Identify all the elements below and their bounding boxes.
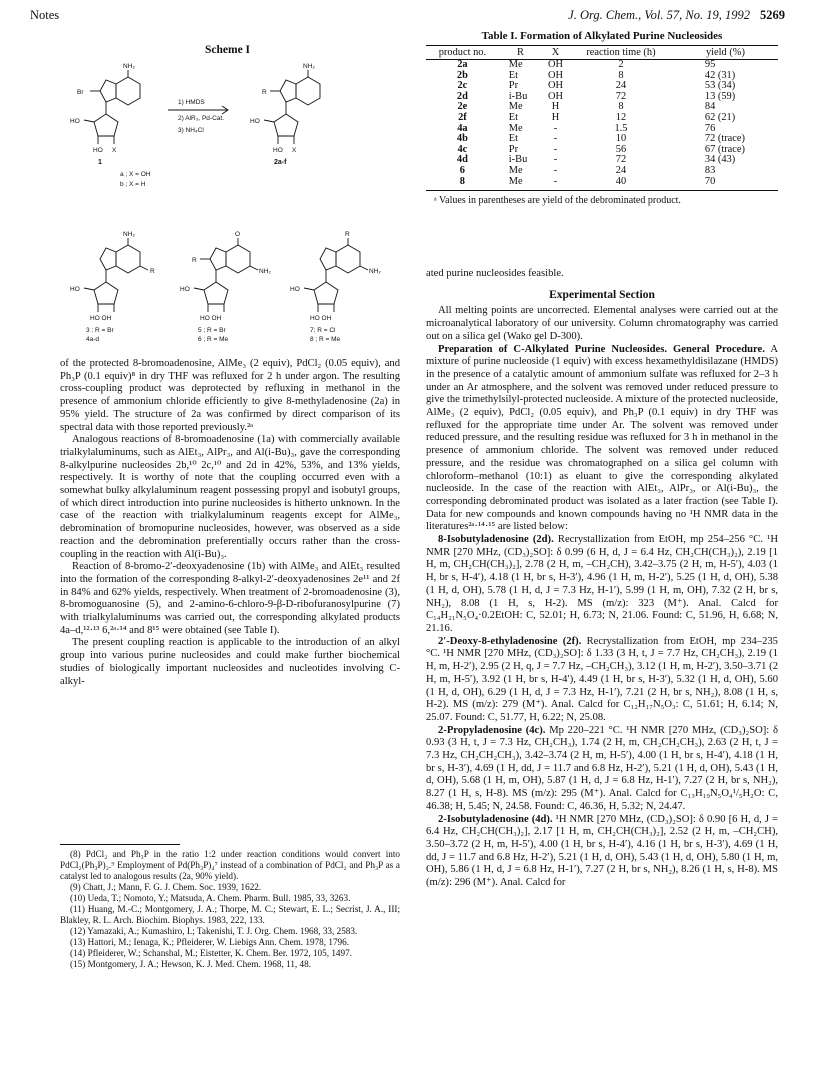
table-cell: Et [508,69,519,81]
paragraph [426,636,778,725]
table-cell: 4d [456,154,468,166]
table-cell: 4c [457,143,468,155]
svg-text:X: X [292,147,297,154]
svg-text:NH₂: NH₂ [369,268,381,275]
table-cell: - [553,122,558,134]
paragraph-body: A mixture of purine nucleoside (1 equiv) with excess hexamethyldisilazane (HMDS) in the presence of a catalytic amount of ammonium sulfate was refluxed for 2–3 h under an Ar atmosphere, and the solvent was removed under reduced pressure to give the trimethylsilyl-protected nucleoside. A mixture of the protected nucleoside, AlMe₃ (2 equiv), PdCl₂ (0.05 equiv), and Ph₃P (0.1 equiv) in dry THF was refluxed for the appropriate time under Ar. The solvent was removed under reduced pressure, and the resulting residue was refluxed for 3 h in methanol in the presence of ammonium chloride. The solvent was removed under reduced pressure, and the residue was chromatographed on a silica gel column with chloroform–methanol (10:1) as eluant to give the corresponding alkylated nucleoside. In the case of the reaction with AlEt₃, AlPr₃, or Al(i-Bu)₃, the corresponding debrominated product was isolated as a later fraction (see Table I). Data for new compounds and known compounds having no ¹H NMR data in the literatures²ᵃ·¹⁴·¹⁵ are listed below: [426,343,778,533]
table-cell: 4a [457,122,468,134]
paragraph: of the protected 8-bromoadenosine, AlMe₃ (2 equiv), PdCl₂ (0.05 equiv), and Ph₃P (0.1 equiv)⁸ in dry THF was refluxed for 2 h under argon. The resulting cross-coupling product was deprotected by refluxing in methanol in the presence of ammonium chloride efficiently to give 8-methyladenosine (2a) in 95% yield. The structure of 2a was confirmed by direct comparison of its spectral data with those reported previously.²ᵃ [60,358,400,433]
paragraph-body: Mp 220–221 °C. ¹H NMR [270 MHz, (CD₃)₂SO]: δ 0.93 (3 H, t, J = 7.3 Hz, CH₂CH₃), 1.74 (2 H, m, CH₂CH₂CH₃), 2.63 (2 H, t, J = 7.3 Hz, CH₂CH₂CH₃), 3.42–3.74 (2 H, m, H-5′), 4.00 (1 H, br s, H-4′), 4.18 (1 H, br s, H-3′), 4.69 (1 H, dd, J = 11.7 and 6.8 Hz, H-2′), 5.21 (1 H, d, OH), 5.43 (1 H, d, OH), 5.68 (1 H, m, OH), 5.87 (1 H, d, J = 6.8 Hz, H-1′), 7.27 (2 H, br s, NH₂), 8.27 (1 H, s, H-8). MS (m/z): 295 (M⁺). Anal. Calcd for C₁₃H₁₉N₅O₄¹/₅H₂O: C, 46.38; H, 5.45; N, 24.58. Found: C, 46.36, H, 5.32; N, 24.47. [426,724,778,812]
label-c3b: 4a-d [86,336,100,343]
table-header-row [426,46,778,60]
col-header: product no. [426,46,499,60]
table-cell: Me [508,101,523,113]
table-cell: 13 (59) [704,90,736,102]
table-row [426,113,778,124]
scheme-figure [60,44,400,344]
label-c7: 7; R = Cl [310,327,336,334]
label-start-a: a ; X = OH [120,171,151,178]
label-c3: 3 ; R = Br [86,327,114,334]
col-header: reaction time (h) [569,46,673,60]
data-table [426,45,778,191]
label-c6: 6 ; R = Me [198,336,229,343]
paragraph-heading: 2-Propyladenosine (4c). [438,724,546,736]
table-cell: i-Bu [508,154,528,166]
footnote: (8) PdCl₂ and Ph₃P in the ratio 1:2 under reaction conditions would convert into PdCl₂(Ph₃P)₂.⁹ Employment of Pd(Ph₃P)₄⁷ instead of a combination of PdCl₂ and Ph₃P as a catalyst led to analogous results (2a, 90% yield). [60,849,400,881]
table-cell: Me [508,59,523,70]
purine-structure-7 [304,238,368,312]
label-c5: 5 ; R = Br [198,327,226,334]
table-cell: 53 (34) [704,80,736,92]
paragraph-heading: 8-Isobutyladenosine (2d). [438,534,554,546]
table-cell: 6 [459,164,465,176]
label-product: 2a-f [274,159,287,166]
footnote-rule [60,844,180,845]
page-header [30,6,785,28]
section-heading: Experimental Section [549,288,655,301]
label-start: 1 [98,159,102,166]
table-cell: 83 [704,164,716,176]
table-cell: 24 [615,80,627,92]
table-row [426,166,778,177]
svg-text:HO OH: HO OH [200,315,222,322]
svg-text:NH₂: NH₂ [259,268,271,275]
table-cell: i-Bu [508,90,528,102]
journal-name: J. Org. Chem., Vol. 57, No. 19, 1992 [568,8,750,22]
table-cell: 84 [704,101,716,113]
footnote: (9) Chatt, J.; Mann, F. G. J. Chem. Soc. 1939, 1622. [70,882,262,892]
paragraph-body: Recrystallization from EtOH, mp 254–256 °C. ¹H NMR [270 MHz, (CD₃)₂SO]: δ 0.99 (6 H, d, J = 6.4 Hz, CH₂CH(CH₃)₂), 2.19 [1 H, m, CH₂CH(CH₃)₂], 2.78 (2 H, m, –CH₂CH), 3.42–3.75 (2 H, m, H-5′), 4.03 (1 H, br s, H-4′), 4.18 (1 H, br s, H-3′), 4.96 (1 H, m, H-2′), 5.25 (1 H, d, OH), 5.38 (1 H, d, OH), 5.78 (1 H, d, J = 7.3 Hz, H-1′), 5.99 (1 H, m, OH), 7.32 (2 H, br s, NH₂), 8.08 (1 H, s, H-2). MS (m/z): 323 (M⁺). Anal. Calcd for C₁₄H₂₁N₅O₄·0.2EtOH: C, 52.01; H, 6.73; N, 21.06. Found: C, 51.96, H, 6.68; N, 21.16. [426,534,778,634]
paragraph: All melting points are uncorrected. Elemental analyses were carried out at the microanalytical laboratory of our university. Column chromatography was carried out on a silica gel (Wako gel D-300). [426,305,778,342]
paragraph-heading: 2-Isobutyladenosine (4d). [438,813,553,825]
table-cell: 42 (31) [704,69,736,81]
table-cell: 67 (trace) [704,143,745,155]
table-row [426,177,778,191]
footnotes [60,844,400,970]
table-row [426,60,778,71]
svg-text:O: O [235,231,241,238]
table-cell: OH [548,59,564,70]
footnote: (14) Pfleiderer, W.; Schanshal, M.; Eistetter, K. Chem. Ber. 1972, 105, 1497. [70,948,352,958]
table-cell: 2b [456,69,468,81]
table-title: Table I. Formation of Alkylated Purine Nucleosides [481,30,723,42]
table-cell: 76 [704,122,716,134]
table-cell: - [553,133,558,145]
table-cell: 72 [615,154,627,166]
table-cell: 12 [615,111,627,123]
table-cell: 34 (43) [704,154,736,166]
footnote: (12) Yamazaki, A.; Kumashiro, I.; Takenishi, T. J. Org. Chem. 1968, 33, 2583. [70,926,358,936]
svg-text:HO: HO [93,147,103,154]
table-cell: Et [508,111,519,123]
table-footnote: ᵃ Values in parentheses are yield of the debrominated product. [434,195,681,207]
table-cell: 40 [615,175,627,187]
svg-text:HO: HO [70,118,80,125]
table-cell: 72 [615,90,627,102]
svg-text:HO OH: HO OH [310,315,332,322]
paragraph: The present coupling reaction is applicable to the introduction of an alkyl group into various purine nucleosides and could make further biochemical studies of biologically important nucleosides and nucleotides involving C-alkyl- [60,637,400,687]
table-cell: 62 (21) [704,111,736,123]
footnote: (11) Huang, M.-C.; Montgomery, J. A.; Thorpe, M. C.; Stewart, E. L.; Secrist, J. A., III; Blakley, R. L. Arch. Biochim. Biophys. 1983, 222, 133. [60,904,400,925]
table-body [426,60,778,191]
svg-text:HO: HO [290,286,300,293]
col-header: X [542,46,569,60]
page-number: 5269 [760,8,785,22]
table-cell: 2a [457,59,468,70]
scheme-drawing [60,44,400,344]
purine-structure-3 [84,238,148,312]
label-start-b: b ; X = H [120,181,146,188]
reagent-1: 1) HMDS [178,99,205,106]
footnote-list [60,849,400,970]
table-row [426,155,778,166]
purine-structure-2 [264,70,320,144]
table-cell: 70 [704,175,716,187]
svg-text:HO: HO [250,118,260,125]
col-header: yield (%) [673,46,778,60]
paragraph [426,725,778,814]
svg-text:NH₂: NH₂ [303,63,315,70]
paragraph: Reaction of 8-bromo-2′-deoxyadenosine (1b) with AlMe₃ and AlEt₃ resulted into the formation of the corresponding 8-alkyl-2′-deoxyadenosines 2e¹¹ and 2f in 84% and 62% yields, respectively. When treatment of 2-bromoadenosine (3), 8-bromoguanosine (5), and 2-amino-6-chloro-9-β-D-ribofuranosylpurine (7) with trialkylaluminums was carried out, the corresponding alkylated products 4a–d,¹²·¹³ 6,²ᵃ·¹⁴ and 8¹⁵ were obtained (see Table I). [60,561,400,636]
paragraph-body: Recrystallization from EtOH, mp 234–235 °C. ¹H NMR [270 MHz, (CD₃)₂SO]: δ 1.33 (3 H, t, J = 7.7 Hz, CH₂CH₃), 2.19 (1 H, m, H-2′), 2.95 (2 H, q, J = 7.7 Hz, –CH₂CH₃), 3.12 (1 H, m, H-2′), 3.50–3.71 (2 H, m, H-5′), 3.92 (1 H, br s, H-4′), 4.49 (1 H, br s, H-3′), 5.32 (1 H, d, OH), 5.60 (1 H, d, OH), 6.29 (1 H, d, J = 7.3 Hz, H-1′), 7.21 (2 H, br s, NH₂), 8.08 (1 H, s, H-2). MS (m/z): 279 (M⁺). Anal. Calcd for C₁₂H₁₇N₅O₃: C, 51.61; H, 6.14; N, 25.07. Found: C, 51.77, H, 6.22; N, 25.08. [426,635,778,723]
table-cell: 8 [618,101,624,113]
svg-text:HO: HO [180,286,190,293]
table-cell: H [551,111,560,123]
footnote: (10) Ueda, T.; Nomoto, Y.; Matsuda, A. Chem. Pharm. Bull. 1985, 33, 3263. [70,893,351,903]
purine-structure-1 [84,70,140,144]
paragraph: Analogous reactions of 8-bromoadenosine (1a) with commercially available trialkylaluminums, such as AlEt₃, AlPr₃, and Al(i-Bu)₃, gave the corresponding 8-alkylpurine nucleosides 2b,¹⁰ 2c,¹⁰ and 2d in 42%, 53%, and 13% yields, respectively. It is worthy of note that the coupling occurred even with a somewhat bulky alkylaluminum reagent possessing propyl and isobutyl groups, of which direct introduction into purine nucleosides is hitherto unknown. In the case of the reaction with trialkylaluminum reagents except for AlMe₃, debromination of bromopurine nucleosides, however, was observed as a side reaction and the debromination preferentially occurs rather than the cross-coupling in the reaction with Al(i-Bu)₃. [60,434,400,560]
table-row [426,92,778,103]
table-cell: 8 [618,69,624,81]
svg-text:HO OH: HO OH [90,315,112,322]
table-cell: 8 [459,175,465,187]
table-cell: 95 [704,59,716,70]
svg-text:NH₂: NH₂ [123,63,135,70]
svg-text:HO: HO [273,147,283,154]
section-label: Notes [30,8,60,22]
table-cell: 4b [456,133,468,145]
table-cell: Et [508,133,519,145]
table-cell: Me [508,164,523,176]
table-cell: - [553,143,558,155]
table-cell: 2e [457,101,468,113]
paragraph [426,814,778,890]
reagent-2: 2) AlR₃, Pd-Cat. [178,115,224,122]
paragraph-heading: Preparation of C-Alkylated Purine Nucleosides. General Procedure. [438,343,765,355]
col-header: R [499,46,542,60]
svg-text:R: R [150,268,155,275]
svg-text:Br: Br [77,89,84,96]
table-cell: - [553,175,558,187]
svg-text:NH₂: NH₂ [123,231,135,238]
table-cell: 2f [458,111,467,123]
paragraph [426,344,778,535]
table-cell: Pr [508,143,519,155]
table-cell: Pr [508,80,519,92]
table-cell: Me [508,175,523,187]
footnote: (15) Montgomery, J. A.; Hewson, K. J. Med. Chem. 1968, 11, 48. [70,959,311,969]
table-cell: OH [548,90,564,102]
label-c8: 8 ; R = Me [310,336,341,343]
table-cell: - [553,154,558,166]
table-cell: OH [548,69,564,81]
table-cell: H [551,101,560,113]
paragraph-body: ¹H NMR [270 MHz, (CD₃)₂SO]: δ 0.90 [6 H, d, J = 6.4 Hz, CH₂CH(CH₃)₂], 2.17 [1 H, m, CH₂CH(CH₃)₂], 2.52 (2 H, m, –CH₂CH), 3.50–3.72 (2 H, m, H-5′), 4.00 (1 H, br s, H-4′), 4.16 (1 H, br s, H-3′), 4.69 (1 H, dd, J = 11.7 and 6.8 Hz, H-2′), 5.21 (1 H, d, OH), 5.43 (1 H, d, OH), 5.80 (1 H, m, OH), 5.86 (1 H, d, J = 6.8 Hz, H-1′), 7.27 (2 H, br s, NH₂), 8.26 (1 H, s, H-8). MS (m/z): 296 (M⁺). Anal. Calcd for [426,813,778,889]
purine-structure-5 [194,238,258,312]
table-1 [426,30,778,206]
table-cell: OH [548,80,564,92]
table-cell: - [553,164,558,176]
svg-text:HO: HO [70,286,80,293]
table-cell: 72 (trace) [704,133,745,145]
table-cell: 2c [457,80,468,92]
table-cell: 10 [615,133,627,145]
scheme-title: Scheme I [205,44,251,56]
svg-text:X: X [112,147,117,154]
table-cell: 2 [618,59,624,70]
table-cell: 24 [615,164,627,176]
table-cell: Me [508,122,523,134]
table-cell: 56 [615,143,627,155]
footnote: (13) Hattori, M.; Ienaga, K.; Pfleiderer, W. Liebigs Ann. Chem. 1978, 1796. [70,937,350,947]
svg-text:R: R [262,89,267,96]
svg-text:R: R [192,257,197,264]
reagent-3: 3) NH₄Cl [178,127,204,134]
continuation-text: ated purine nucleosides feasible. [426,268,564,279]
journal-citation [568,8,785,23]
right-column [426,268,778,890]
paragraph-heading: 2′-Deoxy-8-ethyladenosine (2f). [438,635,582,647]
table-cell: 1.5 [614,122,628,134]
left-column [60,358,400,688]
svg-text:R: R [345,231,350,238]
paragraph [426,534,778,636]
table-cell: 2d [456,90,468,102]
